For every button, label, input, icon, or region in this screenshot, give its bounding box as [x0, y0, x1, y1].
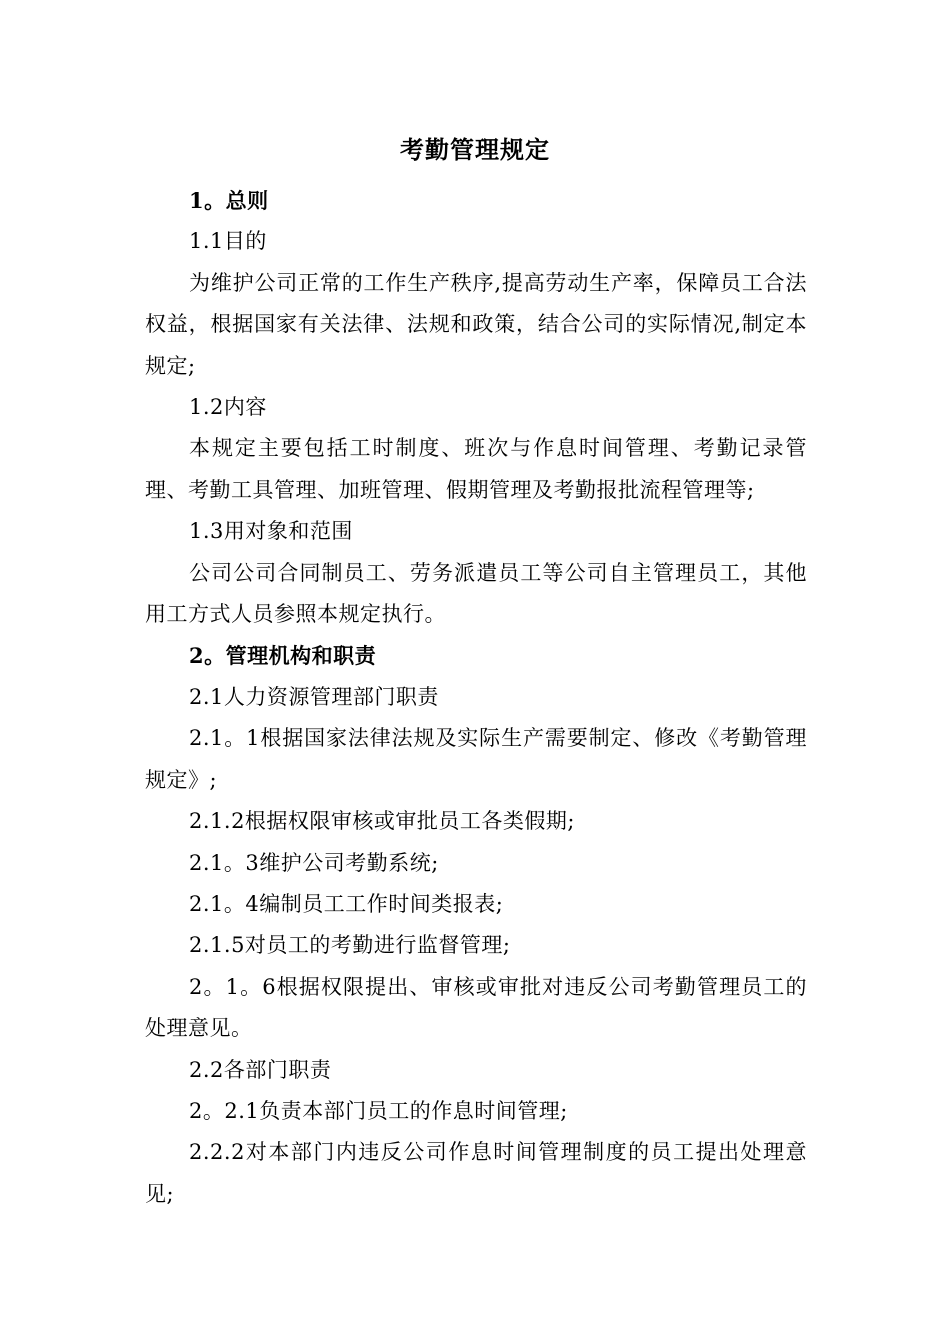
list-item: 2。2.1负责本部门员工的作息时间管理;: [189, 1098, 568, 1123]
list-item: 2.1。3维护公司考勤系统;: [189, 850, 439, 875]
list-item: 2.1。1根据国家法律法规及实际生产需要制定、修改《考勤管理规定》;: [145, 726, 807, 792]
list-item: 2.1.2根据权限审核或审批员工各类假期;: [189, 809, 576, 834]
section-heading-organization: 2。管理机构和职责: [189, 643, 377, 669]
subsection-hr-duties: 2.1人力资源管理部门职责: [189, 684, 439, 709]
subsection-department-duties: 2.2各部门职责: [189, 1057, 332, 1082]
document-title: 考勤管理规定: [400, 135, 550, 164]
paragraph-purpose: 为维护公司正常的工作生产秩序,提高劳动生产率，保障员工合法权益，根据国家有关法律、法规和政策，结合公司的实际情况,制定本规定;: [145, 270, 807, 378]
paragraph-content: 本规定主要包括工时制度、班次与作息时间管理、考勤记录管理、考勤工具管理、加班管理、假期管理及考勤报批流程管理等;: [145, 436, 807, 502]
list-item: 2.1.5对员工的考勤进行监督管理;: [189, 933, 511, 958]
subsection-scope: 1.3用对象和范围: [189, 519, 353, 544]
document-body: [145, 180, 807, 1215]
subsection-content: 1.2内容: [189, 395, 267, 420]
section-heading-general: 1。总则: [189, 188, 269, 213]
subsection-purpose: 1.1目的: [189, 229, 267, 254]
paragraph-scope: 公司公司合同制员工、劳务派遣员工等公司自主管理员工，其他用工方式人员参照本规定执行。: [145, 560, 807, 627]
list-item: 2.1。4编制员工工作时间类报表;: [189, 891, 504, 916]
list-item: 2。1。6根据权限提出、审核或审批对违反公司考勤管理员工的处理意见。: [145, 974, 807, 1041]
list-item: 2.2.2对本部门内违反公司作息时间管理制度的员工提出处理意见;: [145, 1140, 807, 1206]
